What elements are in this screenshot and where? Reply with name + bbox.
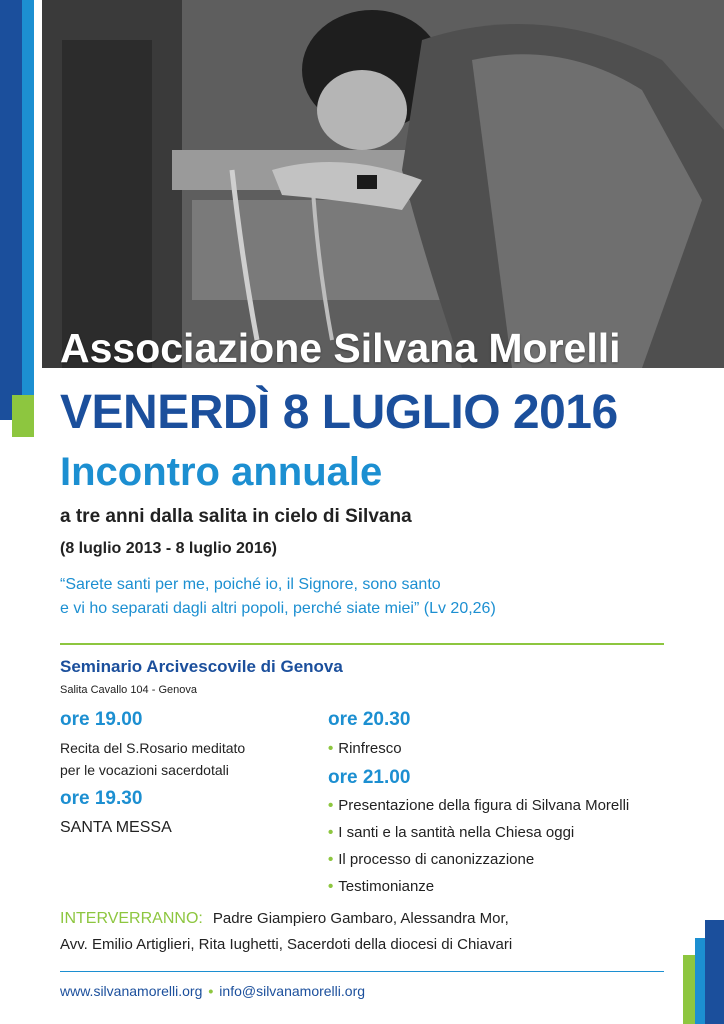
left-green-stripe	[12, 395, 34, 437]
list-item: • Presentazione della figura di Silvana Morelli	[328, 797, 630, 814]
schedule-desc-rosary	[60, 737, 245, 781]
schedule-desc-mass: SANTA MESSA	[60, 819, 172, 836]
divider-blue	[60, 971, 664, 972]
schedule-time-1930: ore 19.30	[60, 788, 143, 809]
footer-contacts	[60, 983, 365, 999]
bible-quote	[60, 573, 496, 621]
bullet-icon: •	[328, 797, 334, 814]
divider-green	[60, 643, 664, 645]
list-item: • I santi e la santità nella Chiesa oggi	[328, 824, 575, 841]
rosary-line-1: Recita del S.Rosario meditato	[60, 740, 246, 756]
venue-address: Salita Cavallo 104 - Genova	[60, 684, 197, 696]
event-title: Incontro annuale	[60, 450, 383, 494]
email-link[interactable]: info@silvanamorelli.org	[219, 983, 366, 999]
event-date: VENERDÌ 8 LUGLIO 2016	[60, 386, 618, 439]
association-name: Associazione Silvana Morelli	[60, 325, 621, 371]
schedule-time-2030: ore 20.30	[328, 709, 411, 730]
event-subtitle: a tre anni dalla salita in cielo di Silvana	[60, 506, 412, 527]
speakers-line-2: Avv. Emilio Artiglieri, Rita Iughetti, Sacerdoti della diocesi di Chiavari	[60, 936, 513, 953]
header-photo	[42, 0, 724, 368]
event-date-range: (8 luglio 2013 - 8 luglio 2016)	[60, 540, 277, 557]
schedule-list-2100	[328, 792, 629, 900]
website-link[interactable]: www.silvanamorelli.org	[60, 983, 203, 999]
speakers	[60, 906, 512, 958]
rosary-line-2: per le vocazioni sacerdotali	[60, 762, 229, 778]
bullet-icon: •	[328, 824, 334, 841]
bullet-icon: •	[328, 851, 334, 868]
right-cyan-stripe	[695, 938, 705, 1024]
speakers-label: INTERVERRANNO:	[60, 910, 203, 927]
bullet-icon: •	[328, 740, 334, 757]
right-blue-stripe	[705, 920, 724, 1024]
quote-line-1: “Sarete santi per me, poiché io, il Signore, sono santo	[60, 576, 441, 593]
bullet-icon: •	[208, 983, 214, 999]
venue-name: Seminario Arcivescovile di Genova	[60, 657, 343, 676]
schedule-time-1900: ore 19.00	[60, 709, 143, 730]
list-item: • Testimonianze	[328, 878, 435, 895]
left-blue-stripe	[0, 0, 22, 420]
photo-illustration	[42, 0, 724, 368]
left-cyan-stripe	[22, 0, 34, 395]
list-item: • Rinfresco	[328, 740, 402, 757]
quote-line-2: e vi ho separati dagli altri popoli, perché siate miei” (Lv 20,26)	[60, 600, 496, 617]
schedule-time-2100: ore 21.00	[328, 767, 411, 788]
right-green-stripe	[683, 955, 695, 1024]
speakers-line-1: Padre Giampiero Gambaro, Alessandra Mor,	[212, 910, 509, 927]
schedule-list-2030	[328, 735, 402, 762]
list-item: • Il processo di canonizzazione	[328, 851, 535, 868]
bullet-icon: •	[328, 878, 334, 895]
